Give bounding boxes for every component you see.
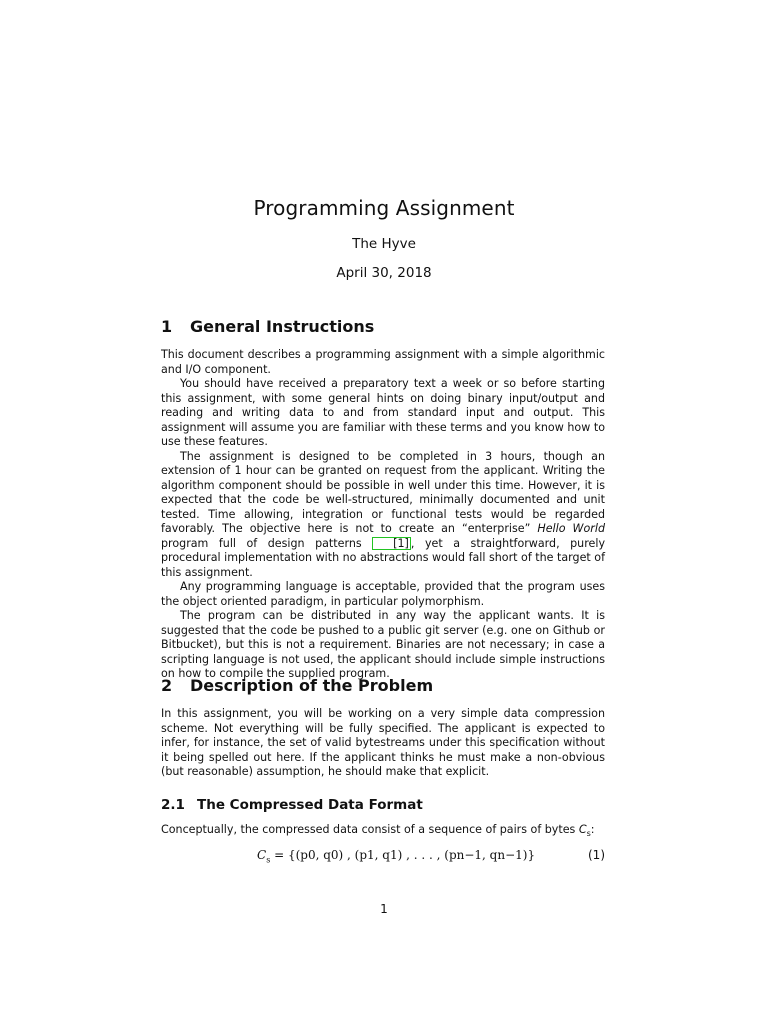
p3-text-b: program full of design patterns (161, 536, 373, 550)
section-2-title: Description of the Problem (190, 676, 434, 695)
equation-1 (161, 848, 605, 866)
section-1-number: 1 (161, 317, 173, 336)
p3-text-c: , yet a straightforward, purely procedural implementation with no abstractions would fall short of the target of this assignment. (161, 536, 606, 579)
subsection-2-1-paragraph-1 (161, 823, 605, 842)
section-1-paragraph-2: You should have received a preparatory text a week or so before starting this assignment, with some general hints on doing binary input/output and reading and writing data to and from standard input and output. This assignment will assume you are familiar with these terms and you know how to use these features. (161, 377, 605, 448)
symbol-c: C (578, 823, 587, 836)
section-1-heading (161, 317, 374, 336)
subsection-2-1-colon: : (590, 823, 595, 836)
document-author: The Hyve (352, 236, 416, 252)
equation-body (257, 848, 535, 864)
section-1-body (161, 348, 605, 682)
subsection-2-1-heading (161, 797, 423, 813)
equation-number: (1) (588, 848, 605, 862)
section-2-paragraph-1: In this assignment, you will be working on a very simple data compression scheme. Not everything will be fully specified. The applicant is expected to infer, for instance, the set of valid bytestreams under this specification without it being spelled out here. If the applicant thinks he must make a non-obvious (but reasonable) assumption, he should make that explicit. (161, 707, 605, 778)
subsection-2-1-title: The Compressed Data Format (197, 797, 423, 813)
subsection-2-1-text: Conceptually, the compressed data consist of a sequence of pairs of bytes (161, 823, 579, 836)
citation-link[interactable]: [1] (372, 537, 411, 550)
equation-rhs: = {(p0, q0) , (p1, q1) , . . . , (pn−1, qn−1)} (270, 848, 536, 862)
document-title: Programming Assignment (253, 196, 515, 220)
section-2-body (161, 707, 605, 780)
section-1-paragraph-1: This document describes a programming assignment with a simple algorithmic and I/O component. (161, 348, 605, 376)
subsection-2-1-number: 2.1 (161, 797, 185, 813)
section-2-heading (161, 676, 433, 695)
section-1-paragraph-4: Any programming language is acceptable, provided that the program uses the object oriented paradigm, in particular polymorphism. (161, 580, 605, 608)
section-1-paragraph-3 (161, 450, 605, 581)
equation-lhs-sub: s (266, 855, 271, 865)
subsection-2-1-body (161, 823, 605, 842)
section-1-title: General Instructions (190, 317, 375, 336)
document-date: April 30, 2018 (336, 265, 432, 281)
p3-emphasis: Hello World (537, 522, 605, 535)
equation-lhs: C (257, 848, 267, 862)
symbol-c-sub: s (586, 829, 591, 839)
p3-text-a: The assignment is designed to be completed in 3 hours, though an extension of 1 hour can be granted on request from the applicant. Writing the algorithm component should be possible in well under this time. However, it is expected that the code be well-structured, minimally documented and unit tested. Time allowing, integration or functional tests would be regarded favorably. The objective here is not to create an “enterprise” (161, 449, 605, 535)
section-2-number: 2 (161, 676, 173, 695)
section-1-paragraph-5: The program can be distributed in any way the applicant wants. It is suggested that the code be pushed to a public git server (e.g. one on Github or Bitbucket), but this is not a requirement. Binaries are not necessary; in case a scripting language is not used, the applicant should include simple instructions on how to compile the supplied program. (161, 609, 605, 680)
page-number: 1 (380, 902, 388, 916)
